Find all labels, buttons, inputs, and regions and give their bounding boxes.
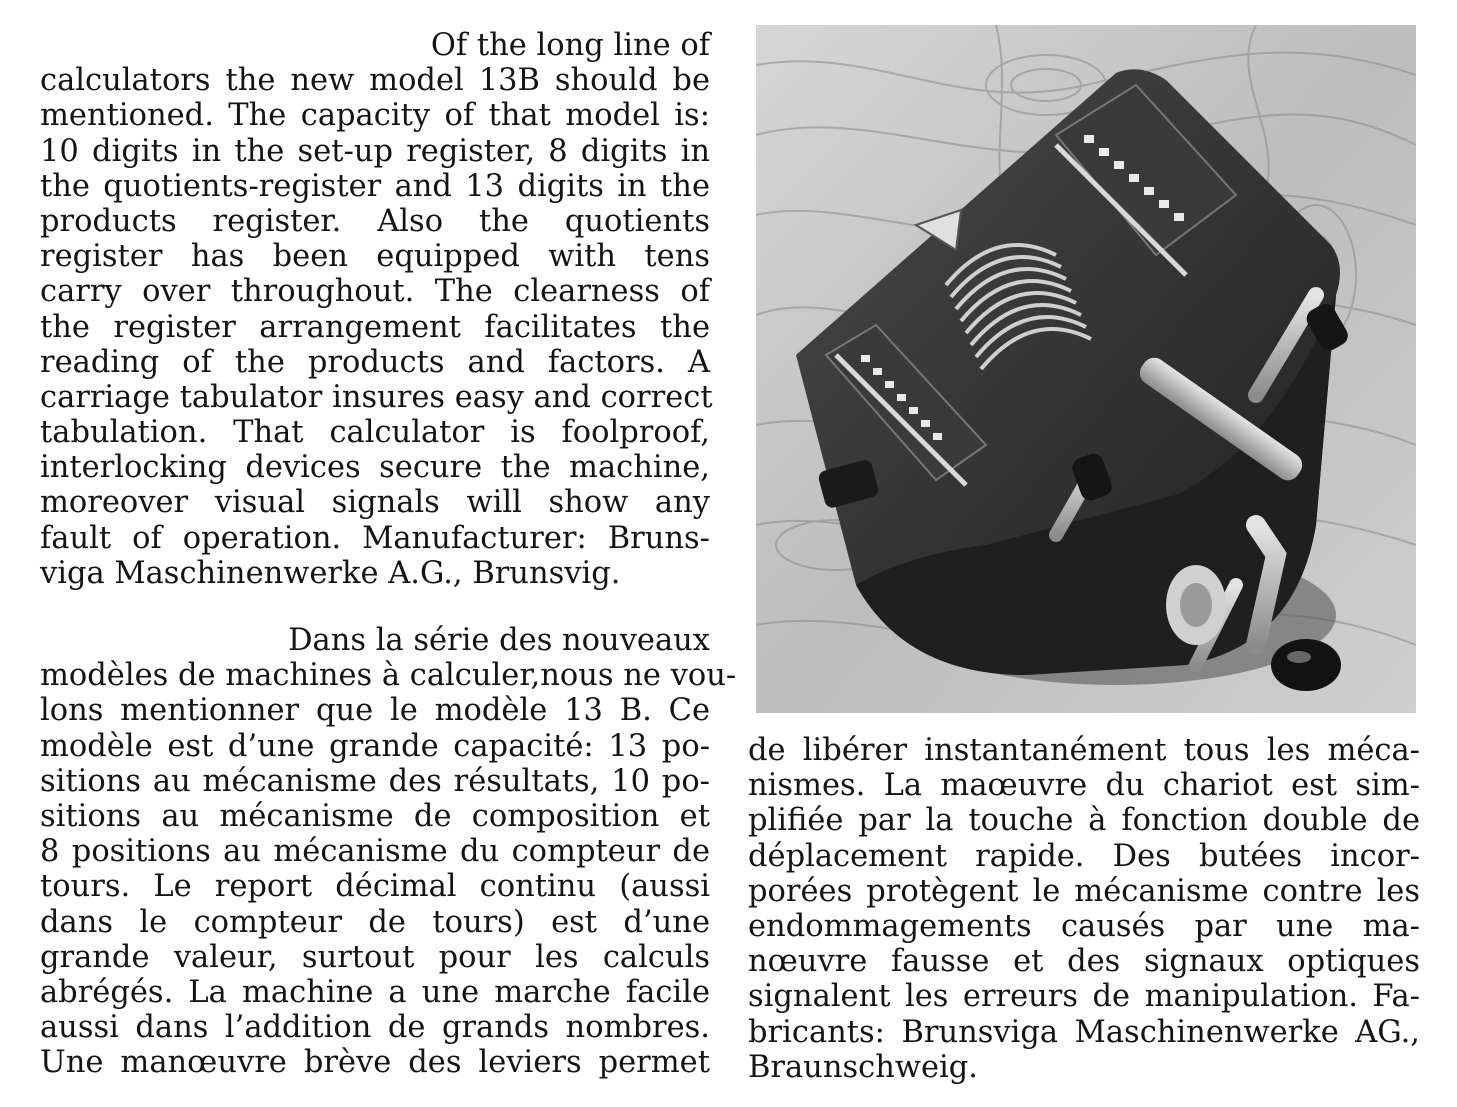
text-line: lons mentionner que le modèle 13 B. Ce — [40, 693, 710, 729]
text-line: grande valeur, surtout pour les calculs — [40, 939, 710, 975]
text-line: 10 digits in the set-up register, 8 digits in — [40, 133, 710, 169]
text-line: 8 positions au mécanisme du compteur de — [40, 834, 710, 870]
text-line: carry over throughout. The clearness of — [40, 274, 710, 310]
text-line: calculators the new model 13B should be — [40, 63, 710, 99]
text-line: signalent les erreurs de manipulation. Fa- — [748, 979, 1420, 1015]
article-french-part2 — [748, 733, 1420, 1085]
text-line: fault of operation. Manufacturer: Bruns- — [40, 520, 710, 556]
text-line: sitions au mécanisme de composition et — [40, 798, 710, 834]
text-line: the register arrangement facilitates the — [40, 309, 710, 345]
text-line: interlocking devices secure the machine, — [40, 450, 710, 486]
text-line: abrégés. La machine a une marche facile — [40, 974, 710, 1010]
text-line: endommagements causés par une ma- — [748, 908, 1420, 944]
text-line: tours. Le report décimal continu (aussi — [40, 869, 710, 905]
text-line: sitions au mécanisme des résultats, 10 po- — [40, 763, 710, 799]
text-line: tabulation. That calculator is foolproof, — [40, 415, 710, 451]
text-line: plifiée par la touche à fonction double de — [748, 803, 1420, 839]
text-line: porées protègent le mécanisme contre les — [748, 873, 1420, 909]
text-line: aussi dans l’addition de grands nombres. — [40, 1010, 710, 1046]
crank-handle — [1271, 639, 1341, 691]
text-line: Of the long line of — [430, 28, 710, 63]
text-line: dans le compteur de tours) est d’une — [40, 904, 710, 940]
text-line: register has been equipped with tens — [40, 239, 710, 275]
article-english — [40, 28, 713, 591]
text-line: déplacement rapide. Des butées incor- — [748, 838, 1420, 874]
text-line: modèle est d’une grande capacité: 13 po- — [40, 728, 710, 764]
crank-handle-highlight — [1287, 651, 1311, 663]
calculator-illustration — [756, 25, 1416, 713]
text-line: carriage tabulator insures easy and correct — [40, 379, 713, 415]
text-line: modèles de machines à calculer,nous ne vou- — [40, 658, 737, 694]
text-line: de libérer instantanément tous les méca- — [748, 733, 1420, 768]
text-line: viga Maschinenwerke A.G., Brunsvig. — [40, 555, 621, 591]
text-line: products register. Also the quotients — [40, 203, 710, 239]
text-line: moreover visual signals will show any — [40, 485, 710, 521]
text-line: Dans la série des nouveaux — [288, 623, 710, 658]
text-line: the quotients-register and 13 digits in the — [40, 168, 710, 204]
text-line: mentioned. The capacity of that model is: — [40, 98, 710, 134]
text-line: bricants: Brunsviga Maschinenwerke AG., — [748, 1014, 1420, 1050]
text-line: nismes. La maœuvre du chariot est sim- — [748, 768, 1420, 804]
text-line: Une manœuvre brève des leviers permet — [40, 1045, 710, 1081]
calculator-photo — [756, 25, 1416, 713]
clearing-lever-center — [1180, 583, 1212, 627]
text-line: Braunschweig. — [748, 1049, 978, 1085]
text-line: nœuvre fausse et des signaux optiques — [748, 944, 1420, 980]
text-line: reading of the products and factors. A — [40, 344, 710, 380]
article-french-part1 — [40, 623, 737, 1081]
